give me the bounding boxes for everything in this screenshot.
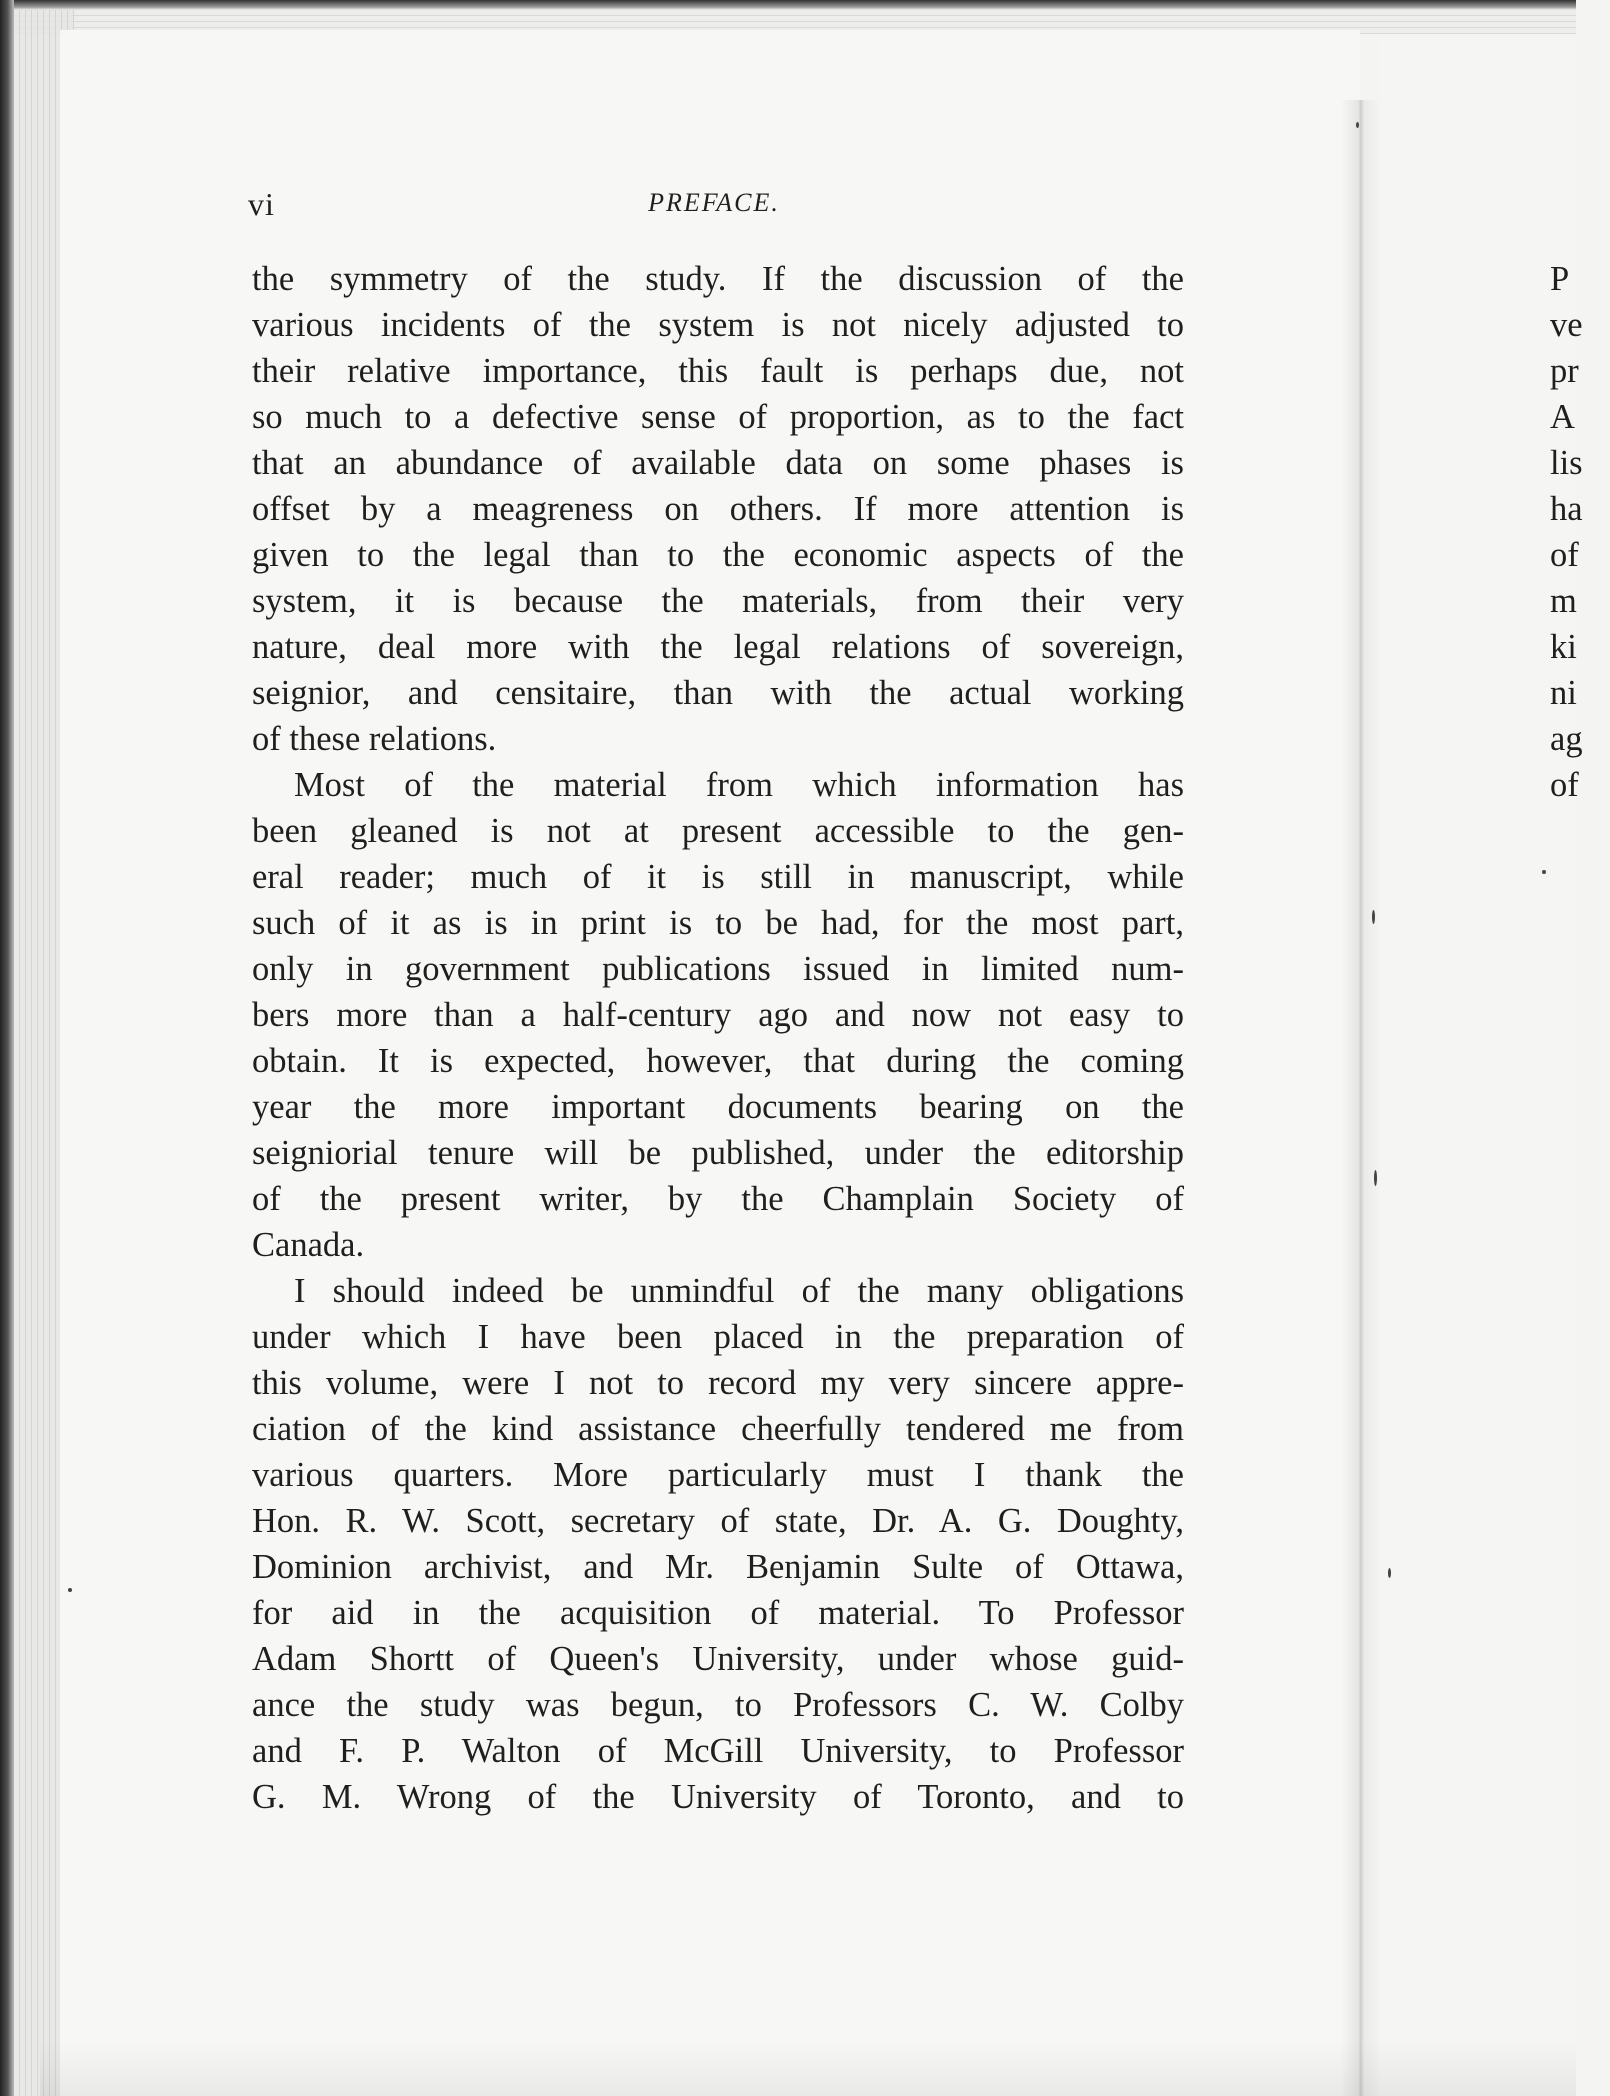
facing-page-fragment: pr <box>1550 352 1579 390</box>
text-line: for aid in the acquisition of material. To Professor <box>252 1594 1184 1632</box>
scan-speck <box>1374 1170 1377 1186</box>
text-line: various incidents of the system is not nicely adjusted to <box>252 306 1184 344</box>
facing-page-fragment: ha <box>1550 490 1583 528</box>
text-line: that an abundance of available data on some phases is <box>252 444 1184 482</box>
scan-speck <box>1356 122 1359 128</box>
scan-speck <box>68 1588 72 1592</box>
facing-page-fragment: P <box>1550 260 1570 298</box>
facing-page-text <box>1550 256 1610 808</box>
text-line: and F. P. Walton of McGill University, to Professor <box>252 1732 1184 1770</box>
facing-page-fragment: A <box>1550 398 1575 436</box>
facing-page-fragment: of <box>1550 766 1579 804</box>
paragraph-start-line: Most of the material from which information has <box>294 766 1184 804</box>
scan-speck <box>1388 1568 1391 1578</box>
text-line: so much to a defective sense of proportion, as to the fact <box>252 398 1184 436</box>
scan-edge-top <box>0 0 1576 10</box>
scan-speck <box>1372 910 1375 924</box>
text-line: under which I have been placed in the preparation of <box>252 1318 1184 1356</box>
text-line: only in government publications issued in limited num- <box>252 950 1184 988</box>
text-line: offset by a meagreness on others. If more attention is <box>252 490 1184 528</box>
right-page <box>1380 40 1576 2096</box>
facing-page-fragment: ve <box>1550 306 1583 344</box>
text-line: G. M. Wrong of the University of Toronto, and to <box>252 1778 1184 1816</box>
text-line: ciation of the kind assistance cheerfully tendered me from <box>252 1410 1184 1448</box>
text-line: Adam Shortt of Queen's University, under whose guid- <box>252 1640 1184 1678</box>
page-number: vi <box>248 186 275 222</box>
body-text <box>252 256 1184 1820</box>
text-line: Dominion archivist, and Mr. Benjamin Sulte of Ottawa, <box>252 1548 1184 1586</box>
text-line: their relative importance, this fault is perhaps due, not <box>252 352 1184 390</box>
text-line: seigniorial tenure will be published, under the editorship <box>252 1134 1184 1172</box>
text-line: nature, deal more with the legal relations of sovereign, <box>252 628 1184 666</box>
page-title: PREFACE. <box>648 188 780 217</box>
text-line: Hon. R. W. Scott, secretary of state, Dr. A. G. Doughty, <box>252 1502 1184 1540</box>
text-line: various quarters. More particularly must I thank the <box>252 1456 1184 1494</box>
text-line: this volume, were I not to record my very sincere appre- <box>252 1364 1184 1402</box>
scan-edge-left <box>0 0 14 2096</box>
text-line: the symmetry of the study. If the discussion of the <box>252 260 1184 298</box>
text-line: system, it is because the materials, from their very <box>252 582 1184 620</box>
scan-speck <box>1542 870 1546 874</box>
text-line: obtain. It is expected, however, that during the coming <box>252 1042 1184 1080</box>
text-line: bers more than a half-century ago and now not easy to <box>252 996 1184 1034</box>
text-line: ance the study was begun, to Professors C. W. Colby <box>252 1686 1184 1724</box>
facing-page-fragment: ag <box>1550 720 1583 758</box>
text-line: eral reader; much of it is still in manuscript, while <box>252 858 1184 896</box>
text-line: such of it as is in print is to be had, for the most part, <box>252 904 1184 942</box>
text-line: of the present writer, by the Champlain Society of <box>252 1180 1184 1218</box>
running-head <box>248 186 1180 226</box>
facing-page-fragment: of <box>1550 536 1579 574</box>
text-line: been gleaned is not at present accessible to the gen- <box>252 812 1184 850</box>
text-line: year the more important documents bearing on the <box>252 1088 1184 1126</box>
facing-page-fragment: ki <box>1550 628 1577 666</box>
bottom-shadow <box>40 2040 1576 2096</box>
text-line: given to the legal than to the economic aspects of the <box>252 536 1184 574</box>
facing-page-fragment: lis <box>1550 444 1583 482</box>
facing-page-fragment: ni <box>1550 674 1577 712</box>
text-line: of these relations. <box>252 720 497 758</box>
paragraph-start-line: I should indeed be unmindful of the many obligations <box>294 1272 1184 1310</box>
text-line: Canada. <box>252 1226 365 1264</box>
facing-page-fragment: m <box>1550 582 1577 620</box>
text-line: seignior, and censitaire, than with the actual working <box>252 674 1184 712</box>
book-gutter <box>1340 100 1380 2096</box>
